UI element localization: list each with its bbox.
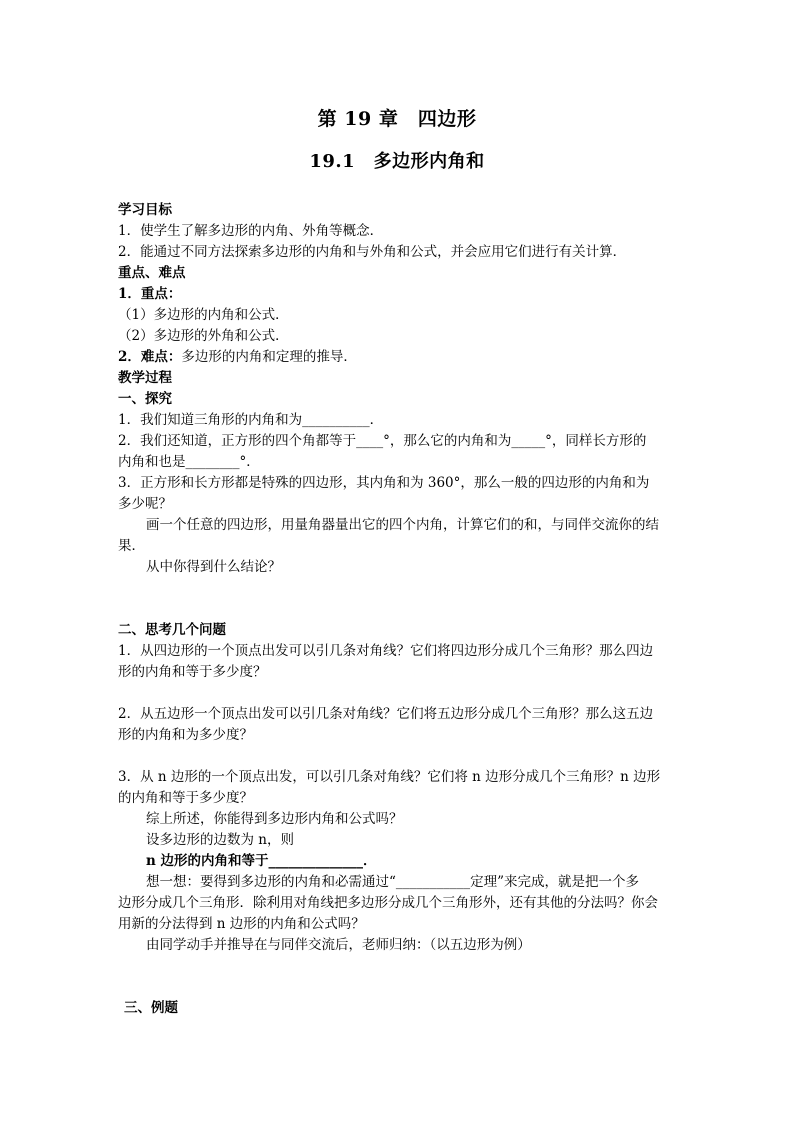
think-q1-line2: 形的内角和等于多少度？: [118, 664, 267, 680]
spacer: [118, 578, 678, 620]
explore-q1: 1．我们知道三角形的内角和为__________．: [118, 412, 384, 428]
key-points-heading: 重点、难点: [118, 265, 186, 281]
summary-line: 综上所述，你能得到多边形内角和公式吗？: [146, 811, 403, 827]
explore-q2-line2: 内角和也是________°．: [118, 454, 260, 470]
difficulty-label: 2．难点：: [118, 349, 182, 365]
think-q3-line1: 3．从 n 边形的一个顶点出发，可以引几条对角线？它们将 n 边形分成几个三角形？n 边形: [118, 769, 661, 785]
explore-p1-line2: 果．: [118, 538, 145, 554]
chapter-title: 第 19 章 四边形: [317, 108, 477, 130]
goal-item: 2．能通过不同方法探索多边形的内角和与外角和公式，并会应用它们进行有关计算．: [118, 244, 627, 260]
document-body: [118, 200, 678, 1019]
think-q2-line1: 2．从五边形一个顶点出发可以引几条对角线？它们将五边形分成几个三角形？那么这五边: [118, 706, 654, 722]
focus-item: （2）多边形的外角和公式．: [118, 328, 289, 344]
explore-p2: 从中你得到什么结论？: [146, 559, 281, 575]
think-q1-line1: 1．从四边形的一个顶点出发可以引几条对角线？它们将四边形分成几个三角形？那么四边: [118, 643, 654, 659]
examples-heading: 三、例题: [124, 1000, 178, 1016]
spacer: [118, 956, 678, 998]
explore-q3-line2: 多少呢？: [118, 496, 172, 512]
explore-heading: 一、探究: [118, 391, 172, 407]
spacer: [118, 746, 678, 767]
focus-item: （1）多边形的内角和公式．: [118, 307, 289, 323]
think-heading: 二、思考几个问题: [118, 622, 226, 638]
think-more-line1: 想一想：要得到多边形的内角和必需通过“___________定理”来完成，就是把一个多: [146, 874, 640, 890]
think-more-line3: 用新的分法得到 n 边形的内角和公式吗？: [118, 916, 365, 932]
explore-p1-line1: 画一个任意的四边形，用量角器量出它的四个内角，计算它们的和，与同伴交流你的结: [146, 517, 659, 533]
difficulty-line: [118, 347, 678, 368]
process-heading: 教学过程: [118, 370, 172, 386]
assume-line: 设多边形的边数为 n，则: [146, 832, 294, 848]
think-q2-line2: 形的内角和为多少度？: [118, 727, 253, 743]
goals-heading: 学习目标: [118, 202, 172, 218]
explore-q2-line1: 2．我们还知道，正方形的四个角都等于____°，那么它的内角和为_____°，同样长方形的: [118, 433, 647, 449]
focus-label: 1．重点：: [118, 286, 182, 302]
spacer: [118, 683, 678, 704]
teacher-summary: 由同学动手并推导在与同伴交流后，老师归纳：（以五边形为例）: [146, 937, 531, 953]
explore-q3-line1: 3．正方形和长方形都是特殊的四边形，其内角和为 360°，那么一般的四边形的内角和为: [118, 475, 650, 491]
think-q3-line2: 的内角和等于多少度？: [118, 790, 253, 806]
think-more-line2: 边形分成几个三角形．除利用对角线把多边形分成几个三角形外，还有其他的分法吗？你会: [118, 895, 658, 911]
formula-line: n 边形的内角和等于______________．: [146, 853, 377, 869]
goal-item: 1．使学生了解多边形的内角、外角等概念．: [118, 223, 384, 239]
difficulty-text: 多边形的内角和定理的推导．: [181, 349, 357, 365]
section-title: 19.1 多边形内角和: [309, 151, 485, 172]
